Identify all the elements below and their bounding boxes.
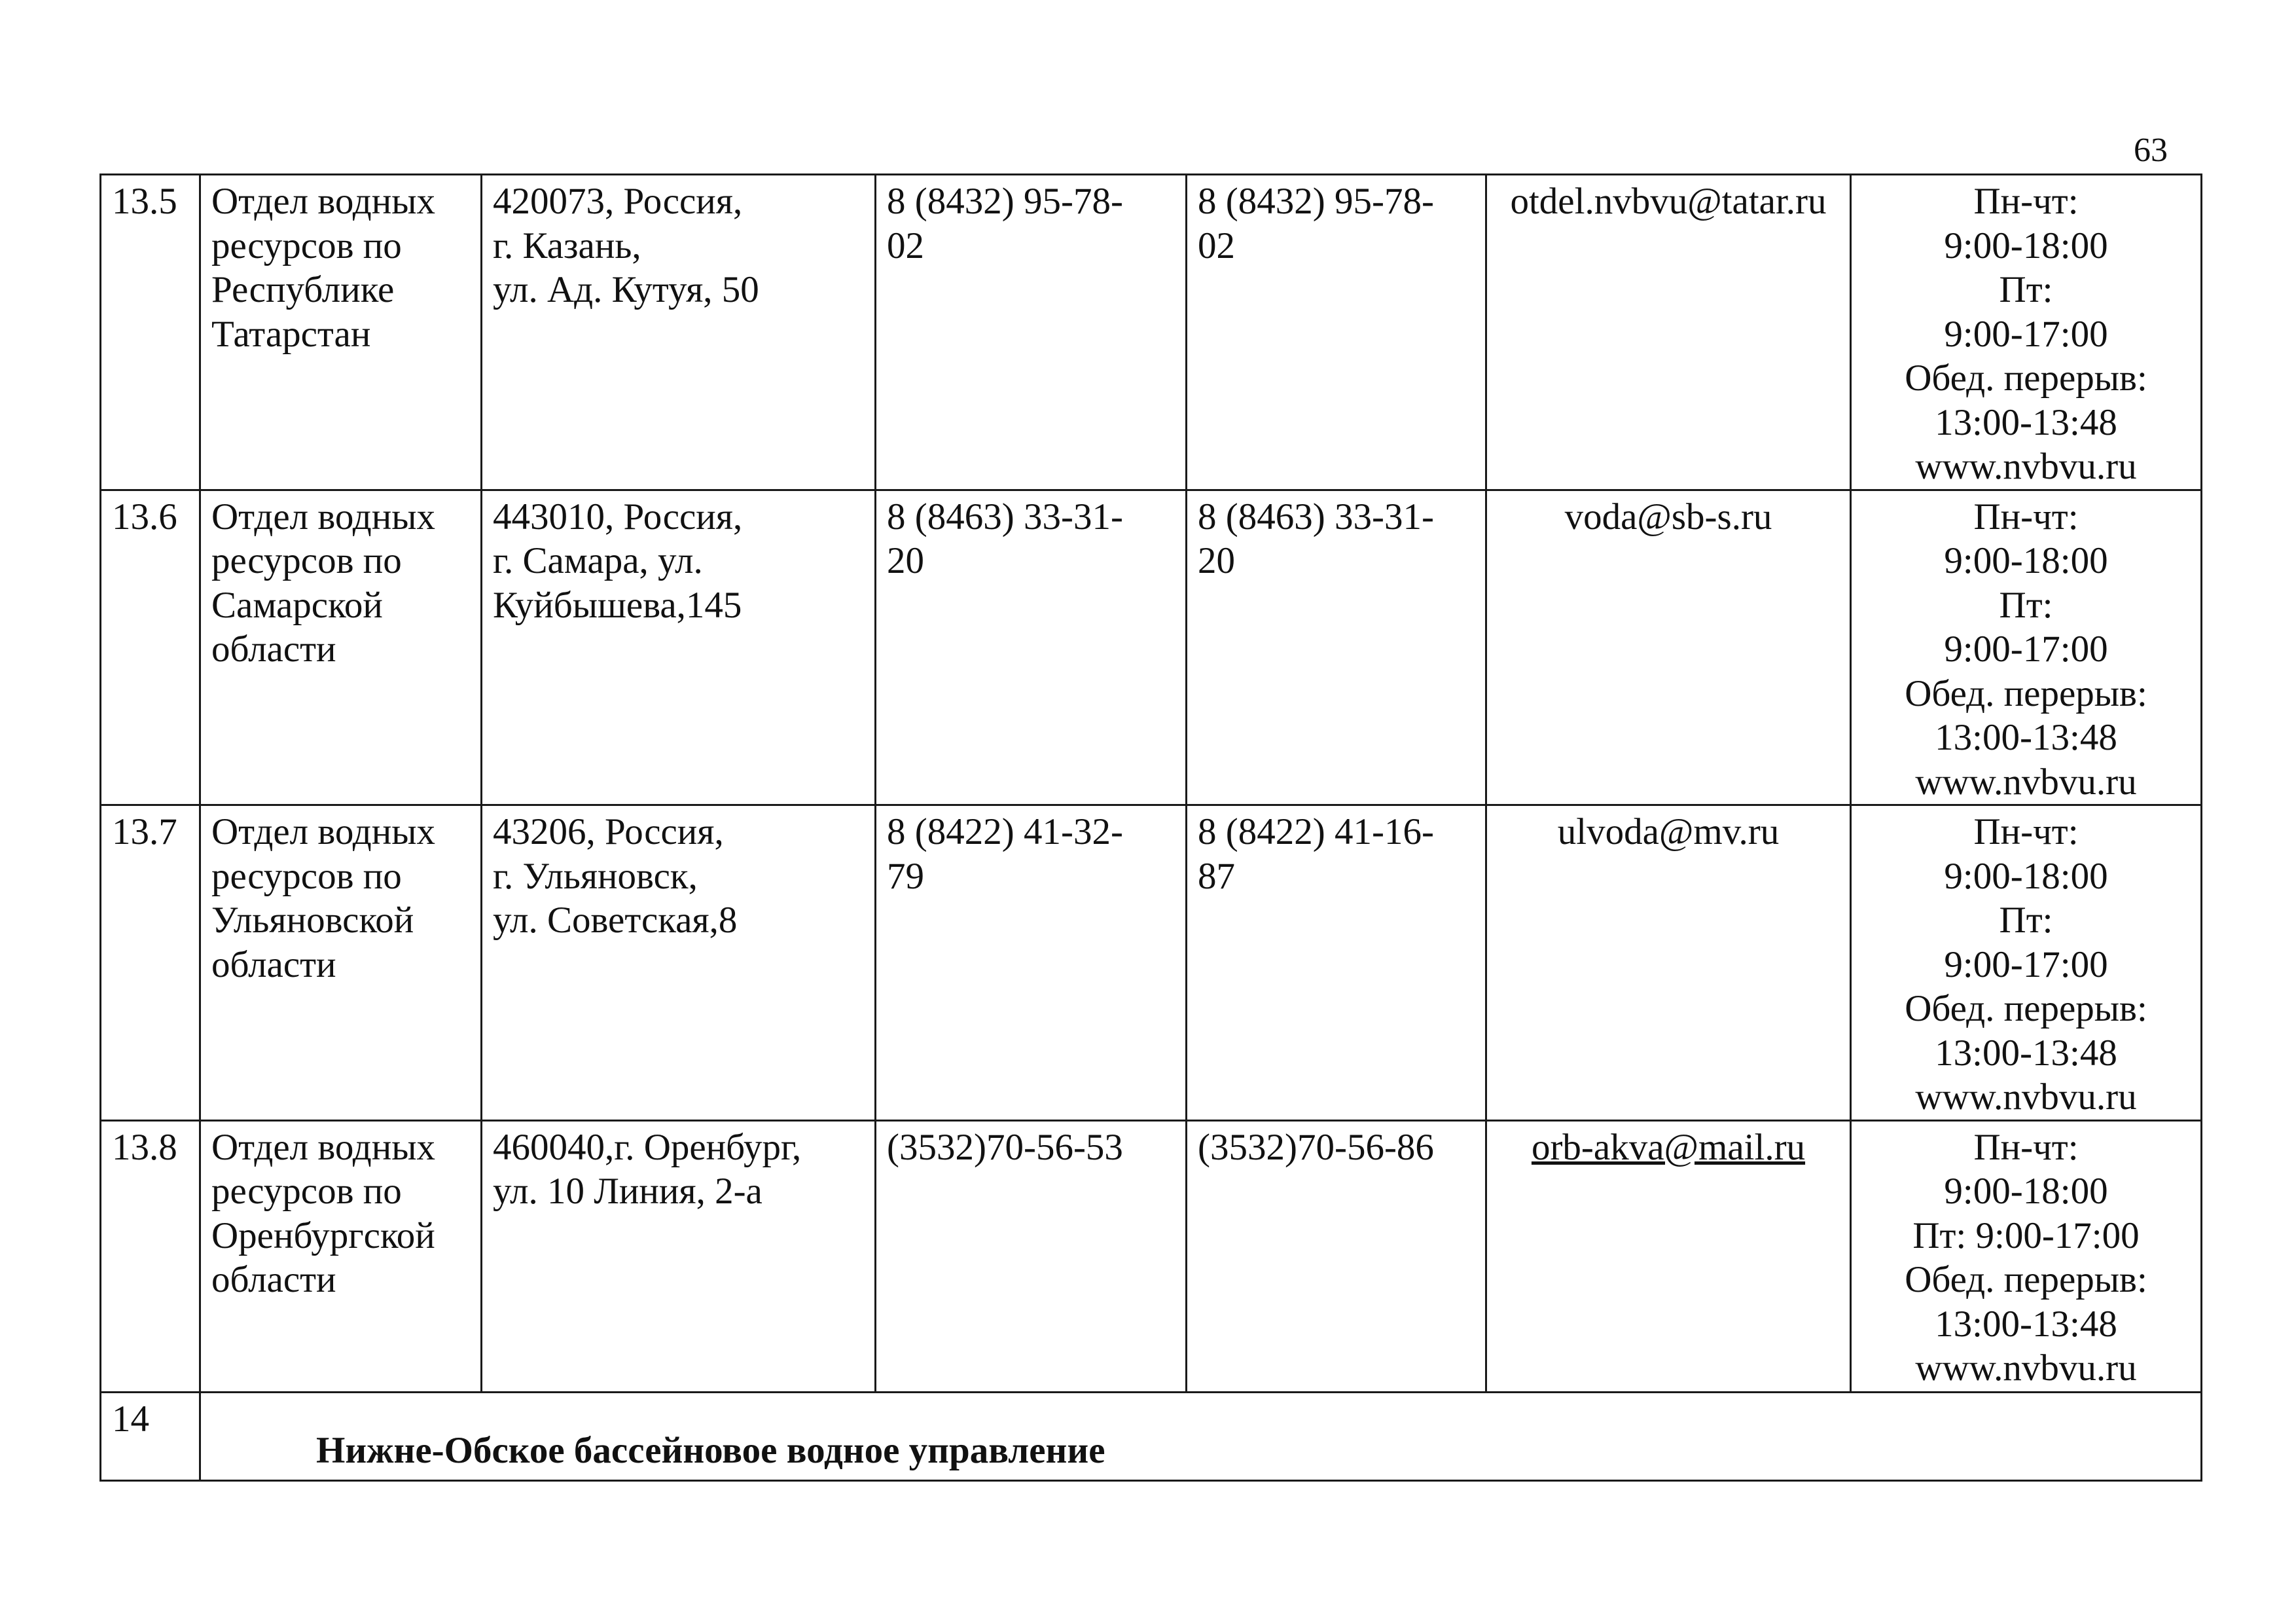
email-address: ulvoda@mv.ru — [1486, 805, 1851, 1121]
section-cell — [200, 1392, 2202, 1480]
table-row — [101, 805, 2202, 1121]
section-header-row — [101, 1392, 2202, 1480]
contacts-table — [99, 173, 2202, 1482]
working-hours: Пн-чт: 9:00-18:00 Пт: 9:00-17:00 Обед. перерыв: 13:00-13:48 www.nvbvu.ru — [1851, 1120, 2202, 1392]
department-name: Отдел водных ресурсов по Самарской области — [200, 490, 482, 805]
page-number: 63 — [2134, 132, 2168, 169]
department-name: Отдел водных ресурсов по Республике Татарстан — [200, 175, 482, 490]
row-number: 13.5 — [101, 175, 200, 490]
section-number: 14 — [101, 1392, 200, 1480]
postal-address: 460040,г. Оренбург, ул. 10 Линия, 2-а — [482, 1120, 876, 1392]
working-hours: Пн-чт: 9:00-18:00 Пт: 9:00-17:00 Обед. перерыв: 13:00-13:48 www.nvbvu.ru — [1851, 490, 2202, 805]
fax-number: 8 (8422) 41-16- 87 — [1187, 805, 1486, 1121]
fax-number: 8 (8463) 33-31- 20 — [1187, 490, 1486, 805]
postal-address: 420073, Россия, г. Казань, ул. Ад. Кутуя, 50 — [482, 175, 876, 490]
row-number: 13.6 — [101, 490, 200, 805]
phone-number: 8 (8463) 33-31- 20 — [876, 490, 1187, 805]
phone-number: 8 (8422) 41-32- 79 — [876, 805, 1187, 1121]
phone-number: 8 (8432) 95-78- 02 — [876, 175, 1187, 490]
working-hours: Пн-чт: 9:00-18:00 Пт: 9:00-17:00 Обед. перерыв: 13:00-13:48 www.nvbvu.ru — [1851, 805, 2202, 1121]
fax-number: 8 (8432) 95-78- 02 — [1187, 175, 1486, 490]
department-name: Отдел водных ресурсов по Ульяновской области — [200, 805, 482, 1121]
department-name: Отдел водных ресурсов по Оренбургской области — [200, 1120, 482, 1392]
postal-address: 43206, Россия, г. Ульяновск, ул. Советская,8 — [482, 805, 876, 1121]
table-row — [101, 1120, 2202, 1392]
row-number: 13.7 — [101, 805, 200, 1121]
working-hours: Пн-чт: 9:00-18:00 Пт: 9:00-17:00 Обед. перерыв: 13:00-13:48 www.nvbvu.ru — [1851, 175, 2202, 490]
postal-address: 443010, Россия, г. Самара, ул. Куйбышева,145 — [482, 490, 876, 805]
email-link[interactable]: orb-akva@mail.ru — [1531, 1126, 1806, 1168]
row-number: 13.8 — [101, 1120, 200, 1392]
fax-number: (3532)70-56-86 — [1187, 1120, 1486, 1392]
email-address: otdel.nvbvu@tatar.ru — [1486, 175, 1851, 490]
email-address: voda@sb-s.ru — [1486, 490, 1851, 805]
table-row — [101, 490, 2202, 805]
section-title: Нижне-Обское бассейновое водное управление — [316, 1429, 1105, 1471]
phone-number: (3532)70-56-53 — [876, 1120, 1187, 1392]
email-address — [1486, 1120, 1851, 1392]
table-row — [101, 175, 2202, 490]
